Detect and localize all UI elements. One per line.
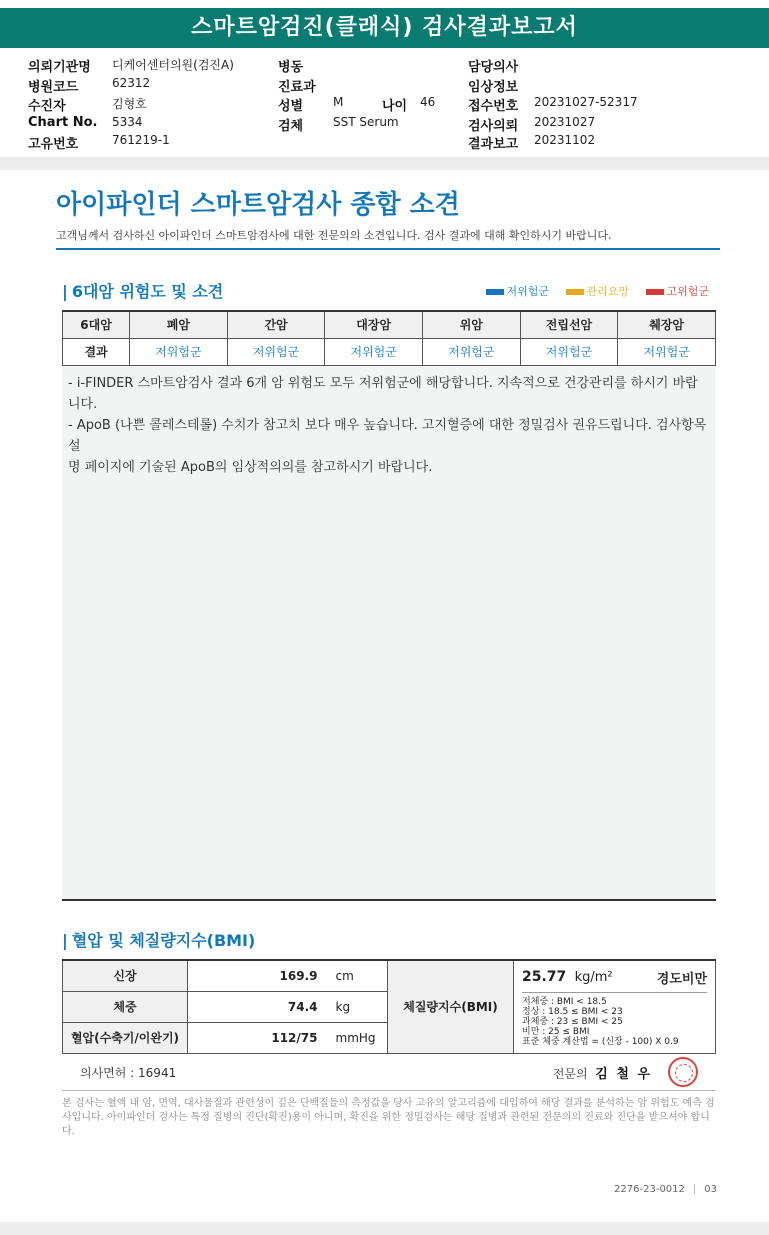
bmi-heading-text: 혈압 및 체질량지수(BMI) — [71, 931, 256, 950]
sex-label: 성별 — [278, 99, 304, 114]
weight-value: 74.4 — [188, 991, 328, 1022]
report-date-value: 20231102 — [534, 133, 596, 147]
receipt-no-value: 20231027-52317 — [534, 95, 638, 109]
report-date-label: 결과보고 — [468, 137, 519, 152]
risk-legend — [472, 283, 709, 299]
cancer-type-header: 6대암 — [63, 311, 130, 338]
sex-value: M — [333, 95, 344, 109]
bmi-result-cell — [514, 960, 716, 1053]
col-pancreas: 췌장암 — [618, 311, 716, 338]
doctor-license: 의사면허 : 16941 — [80, 1066, 177, 1080]
page-number: 03 — [704, 1184, 717, 1195]
col-liver: 간암 — [227, 311, 325, 338]
section-divider — [0, 157, 769, 170]
weight-unit: kg — [328, 991, 388, 1022]
specimen-label: 검체 — [278, 119, 304, 134]
summary-divider — [56, 248, 720, 250]
chart-no-value: 5334 — [112, 115, 143, 129]
bp-value: 112/75 — [188, 1022, 328, 1053]
bmi-unit: kg/m² — [574, 970, 613, 986]
hospital-code-value: 62312 — [112, 76, 151, 90]
bp-unit: mmHg — [328, 1022, 388, 1053]
doctor-name: 김 철 우 — [595, 1067, 652, 1082]
bottom-divider — [0, 1222, 769, 1235]
report-title: 스마트암검진(클래식) 검사결과보고서 — [0, 8, 769, 48]
bmi-heading: | 혈압 및 체질량지수(BMI) — [62, 931, 256, 950]
summary-subtitle: 고객님께서 검사하신 아이파인더 스마트암검사에 대한 전문의의 소견입니다. 검사 결과에 대해 확인하시기 바랍니다. — [56, 229, 612, 242]
patient-label: 수진자 — [28, 99, 66, 114]
weight-label: 체중 — [63, 991, 188, 1022]
bmi-value: 25.77 — [522, 969, 567, 986]
doctor-label: 담당의사 — [468, 60, 519, 75]
institution-value: 디케어센터의원(검진A) — [112, 58, 234, 72]
page-footer: 2276-23-0012 | 03 — [614, 1184, 717, 1195]
disclaimer: 본 검사는 혈액 내 암, 면역, 대사물질과 관련성이 깊은 단백질들의 측정값을 당사 고유의 알고리즘에 대입하여 해당 결과를 분석하는 암 위험도 예측 검사입니다. 아이파인더 검사는 특정 질병의 진단(확진)용이 아니며, 확진을 위한 정밀검사는 해당 질병과 관련된 전문의의 진료와 진단을 받으셔야 합니다. — [62, 1098, 715, 1137]
col-stomach: 위암 — [423, 311, 521, 338]
doctor-signature: 전문의 김 철 우 — [552, 1067, 652, 1082]
institution-label: 의뢰기관명 — [28, 60, 91, 75]
summary-title: 아이파인더 스마트암검사 종합 소견 — [56, 190, 460, 220]
legend-caution: 관리요망 — [566, 283, 629, 299]
result-pancreas: 저위험군 — [618, 338, 716, 365]
doctor-signature-row — [62, 1053, 716, 1091]
opinion-line: - i-FINDER 스마트암검사 결과 6개 암 위험도 모두 저위험군에 해당합니다. 지속적으로 건강관리를 하시기 바랍니다. — [68, 376, 698, 412]
height-unit: cm — [328, 960, 388, 991]
receipt-no-label: 접수번호 — [468, 99, 519, 114]
chart-no-label: Chart No. — [28, 115, 98, 130]
opinion-line: 명 페이지에 기술된 ApoB의 임상적의의를 참고하시기 바랍니다. — [68, 460, 433, 475]
patient-value: 김형호 — [112, 97, 147, 111]
department-label: 진료과 — [278, 80, 316, 95]
legend-high: 고위험군 — [646, 283, 709, 299]
age-label: 나이 — [382, 99, 408, 114]
height-label: 신장 — [63, 960, 188, 991]
risk-result-row — [63, 338, 716, 365]
bmi-status: 경도비만 — [656, 971, 707, 987]
result-colon: 저위험군 — [325, 338, 423, 365]
opinion-box — [62, 366, 716, 901]
clinical-label: 임상정보 — [468, 80, 519, 95]
age-value: 46 — [420, 95, 436, 109]
opinion-line: - ApoB (나쁜 콜레스테롤) 수치가 참고치 보다 매우 높습니다. 고지혈증에 대한 정밀검사 권유드립니다. 검사항목 설 — [68, 418, 707, 454]
request-date-value: 20231027 — [534, 115, 596, 129]
col-prostate: 전립선암 — [520, 311, 618, 338]
risk-header-row — [63, 311, 716, 338]
hospital-code-label: 병원코드 — [28, 80, 79, 95]
bmi-table — [62, 959, 716, 1054]
col-lung: 폐암 — [130, 311, 228, 338]
result-stomach: 저위험군 — [423, 338, 521, 365]
result-lung: 저위험군 — [130, 338, 228, 365]
legend-low: 저위험군 — [486, 283, 549, 299]
unique-no-label: 고유번호 — [28, 137, 79, 152]
result-prostate: 저위험군 — [520, 338, 618, 365]
result-header: 결과 — [63, 338, 130, 365]
risk-heading-text: 6대암 위험도 및 소견 — [71, 282, 224, 301]
risk-heading: | 6대암 위험도 및 소견 — [62, 282, 224, 301]
result-liver: 저위험군 — [227, 338, 325, 365]
col-colon: 대장암 — [325, 311, 423, 338]
height-value: 169.9 — [188, 960, 328, 991]
specimen-value: SST Serum — [333, 115, 399, 129]
document-number: 2276-23-0012 — [614, 1184, 685, 1195]
bmi-label: 체질량지수(BMI) — [388, 960, 514, 1053]
bp-label: 혈압(수축기/이완기) — [63, 1022, 188, 1053]
seal-icon — [668, 1057, 698, 1087]
unique-no-value: 761219-1 — [112, 133, 170, 147]
bmi-reference: 저체중 : BMI < 18.5 정상 : 18.5 ≤ BMI < 23 과체중 : 23 ≤ BMI < 25 비만 : 25 ≤ BMI 표준 체중 계산법 = (신장 - 100) X 0.9 — [522, 996, 679, 1047]
risk-table — [62, 310, 716, 366]
request-date-label: 검사의뢰 — [468, 119, 519, 134]
ward-label: 병동 — [278, 60, 304, 75]
